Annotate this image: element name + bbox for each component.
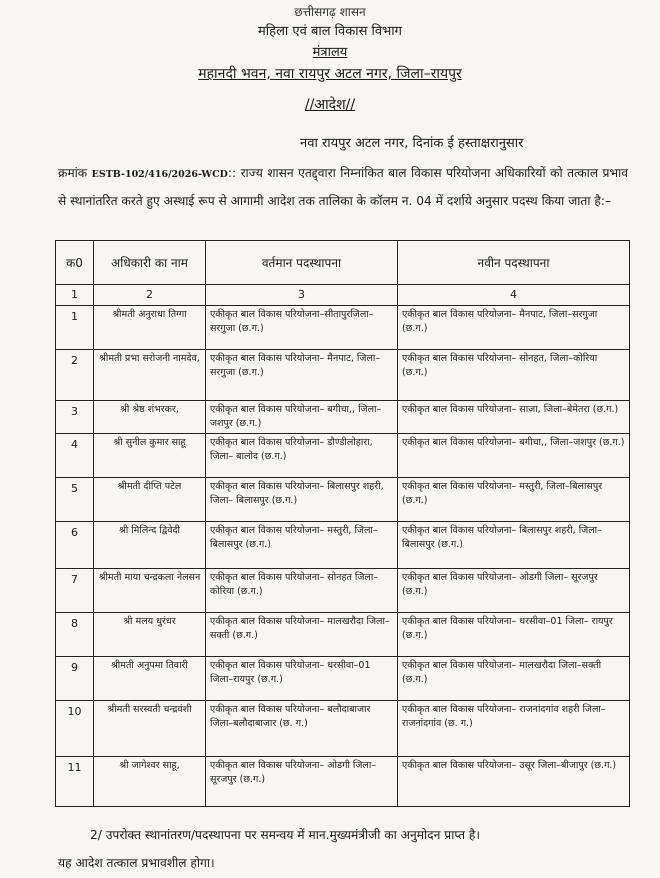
table-row <box>56 569 630 613</box>
officer-name: श्रीमती दीप्ति पटेल <box>94 478 206 522</box>
current-posting: एकीकृत बाल विकास परियोजना– डौण्डीलोहारा, जिला– बालोद (छ.ग.) <box>206 434 398 478</box>
new-posting: एकीकृत बाल विकास परियोजना– मालखरौदा जिला–सक्ती (छ.ग.) <box>398 657 630 701</box>
current-posting: एकीकृत बाल विकास परियोजना– धरसीवा–01 जिला–रायपुर (छ.ग.) <box>206 657 398 701</box>
new-posting: एकीकृत बाल विकास परियोजना– ओडगी जिला– सूरजपुर (छ.ग.) <box>398 569 630 613</box>
officer-name: श्रीमती सरस्वती चन्द्रवंशी <box>94 701 206 757</box>
row-serial: 5 <box>56 478 94 522</box>
officer-name: श्री मलय धुरंधर <box>94 613 206 657</box>
header-officer-name: अधिकारी का नाम <box>94 241 206 285</box>
table-header-row <box>56 241 630 285</box>
new-posting: एकीकृत बाल विकास परियोजना– राजनांदगांव शहरी जिला– राजनांदगांव (छ. ग.) <box>398 701 630 757</box>
new-posting: एकीकृत बाल विकास परियोजना– मैनपाट, जिला–सरगुजा (छ.ग.) <box>398 306 630 350</box>
column-number: 4 <box>398 285 630 306</box>
government-name: छत्तीसगढ़ शासन <box>294 5 366 19</box>
approval-note: 2/ उपरोक्त स्थानांतरण/पदस्थापना पर समन्वय में मान.मुख्यमंत्रीजी का अनुमोदन प्राप्त है। <box>90 828 481 842</box>
column-number-row <box>56 285 630 306</box>
header-new-posting: नवीन पदस्थापना <box>398 241 630 285</box>
table-row <box>56 757 630 807</box>
table-row <box>56 434 630 478</box>
officer-name: श्रीमती अनुराधा तिग्गा <box>94 306 206 350</box>
office-address: महानदी भवन, नवा रायपुर अटल नगर, जिला–रायपुर <box>198 66 462 82</box>
officer-name: श्रीमती प्रभा सरोजनी नामदेव, <box>94 350 206 401</box>
order-intro-paragraph <box>58 160 628 215</box>
row-serial: 7 <box>56 569 94 613</box>
header-current-posting: वर्तमान पदस्थापना <box>206 241 398 285</box>
table-row <box>56 701 630 757</box>
table-row <box>56 657 630 701</box>
header-serial: क0 <box>56 241 94 285</box>
department-name: महिला एवं बाल विकास विभाग <box>258 24 402 39</box>
column-number: 3 <box>206 285 398 306</box>
table-row <box>56 306 630 350</box>
officer-name: श्रीमती माया चन्द्रकला नेलसन <box>94 569 206 613</box>
new-posting: एकीकृत बाल विकास परियोजना– बिलासपुर शहरी, जिला– बिलासपुर (छ.ग.) <box>398 522 630 569</box>
current-posting: एकीकृत बाल विकास परियोजना–सीतापुरजिला– सरगुजा (छ.ग.) <box>206 306 398 350</box>
table-row <box>56 478 630 522</box>
new-posting: एकीकृत बाल विकास परियोजना– मस्तुरी, जिला–बिलासपुर (छ.ग.) <box>398 478 630 522</box>
current-posting: एकीकृत बाल विकास परियोजना– ओडगी जिला–सूरजपुर (छ.ग.) <box>206 757 398 807</box>
order-title: //आदेश// <box>304 97 356 113</box>
row-serial: 1 <box>56 306 94 350</box>
row-serial: 11 <box>56 757 94 807</box>
new-posting: एकीकृत बाल विकास परियोजना– साजा, जिला–बेमेतरा (छ.ग.) <box>398 401 630 434</box>
officer-name: श्री सुनील कुमार साहू <box>94 434 206 478</box>
new-posting: एकीकृत बाल विकास परियोजना– सोनहत, जिला–कोरिया (छ.ग.) <box>398 350 630 401</box>
place-date-line: नवा रायपुर अटल नगर, दिनांक ई हस्ताक्षरानुसार <box>300 136 524 151</box>
row-serial: 4 <box>56 434 94 478</box>
current-posting: एकीकृत बाल विकास परियोजना– मस्तुरी, जिला–बिलासपुर (छ.ग.) <box>206 522 398 569</box>
current-posting: एकीकृत बाल विकास परियोजना– सोनहत जिला–कोरिया (छ.ग.) <box>206 569 398 613</box>
column-number: 2 <box>94 285 206 306</box>
order-reference-number: ESTB-102/416/2026-WCD <box>91 169 228 180</box>
row-serial: 10 <box>56 701 94 757</box>
new-posting: एकीकृत बाल विकास परियोजना– उसूर जिला–बीजापुर (छ.ग.) <box>398 757 630 807</box>
current-posting: एकीकृत बाल विकास परियोजना– मैनपाट, जिला–सरगुजा (छ.ग.) <box>206 350 398 401</box>
officer-name: श्री श्रेष्ठ शंभरकर, <box>94 401 206 434</box>
table-row <box>56 350 630 401</box>
officer-name: श्री मिलिन्द द्विवेदी <box>94 522 206 569</box>
row-serial: 9 <box>56 657 94 701</box>
new-posting: एकीकृत बाल विकास परियोजना– धरसीवा–01 जिला– रायपुर (छ.ग.) <box>398 613 630 657</box>
row-serial: 3 <box>56 401 94 434</box>
order-number-prefix: क्रमांक <box>58 166 88 180</box>
officer-name: श्रीमती अनुपमा तिवारी <box>94 657 206 701</box>
table-row <box>56 522 630 569</box>
current-posting: एकीकृत बाल विकास परियोजना– मालखरौदा जिला–सक्ती (छ.ग.) <box>206 613 398 657</box>
row-serial: 2 <box>56 350 94 401</box>
current-posting: एकीकृत बाल विकास परियोजना– बलौदाबाजार जिला–बलौदाबाजार (छ. ग.) <box>206 701 398 757</box>
column-number: 1 <box>56 285 94 306</box>
ministry-label: मंत्रालय <box>312 45 348 60</box>
current-posting: एकीकृत बाल विकास परियोजना– बगीचा,, जिला–जशपुर (छ.ग.) <box>206 401 398 434</box>
transfer-table <box>55 240 630 807</box>
officer-name: श्री जागेश्वर साहू, <box>94 757 206 807</box>
row-serial: 8 <box>56 613 94 657</box>
current-posting: एकीकृत बाल विकास परियोजना– बिलासपुर शहरी, जिला– बिलासपुर (छ.ग.) <box>206 478 398 522</box>
order-intro-text: :: राज्य शासन एतद्द्वारा निम्नांकित बाल विकास परियोजना अधिकारियों को तत्काल प्रभाव से स्थानांतरित करते हुए अस्थाई रूप से आगामी आदेश तक तालिका के कॉलम न. 04 में दर्शाये अनुसार पदस्थ किया जाता है:– <box>58 166 628 208</box>
table-row <box>56 613 630 657</box>
row-serial: 6 <box>56 522 94 569</box>
effective-note: यह आदेश तत्काल प्रभावशील होगा। <box>58 856 215 870</box>
new-posting: एकीकृत बाल विकास परियोजना– बगीचा,, जिला–जशपुर (छ.ग.) <box>398 434 630 478</box>
table-row <box>56 401 630 434</box>
